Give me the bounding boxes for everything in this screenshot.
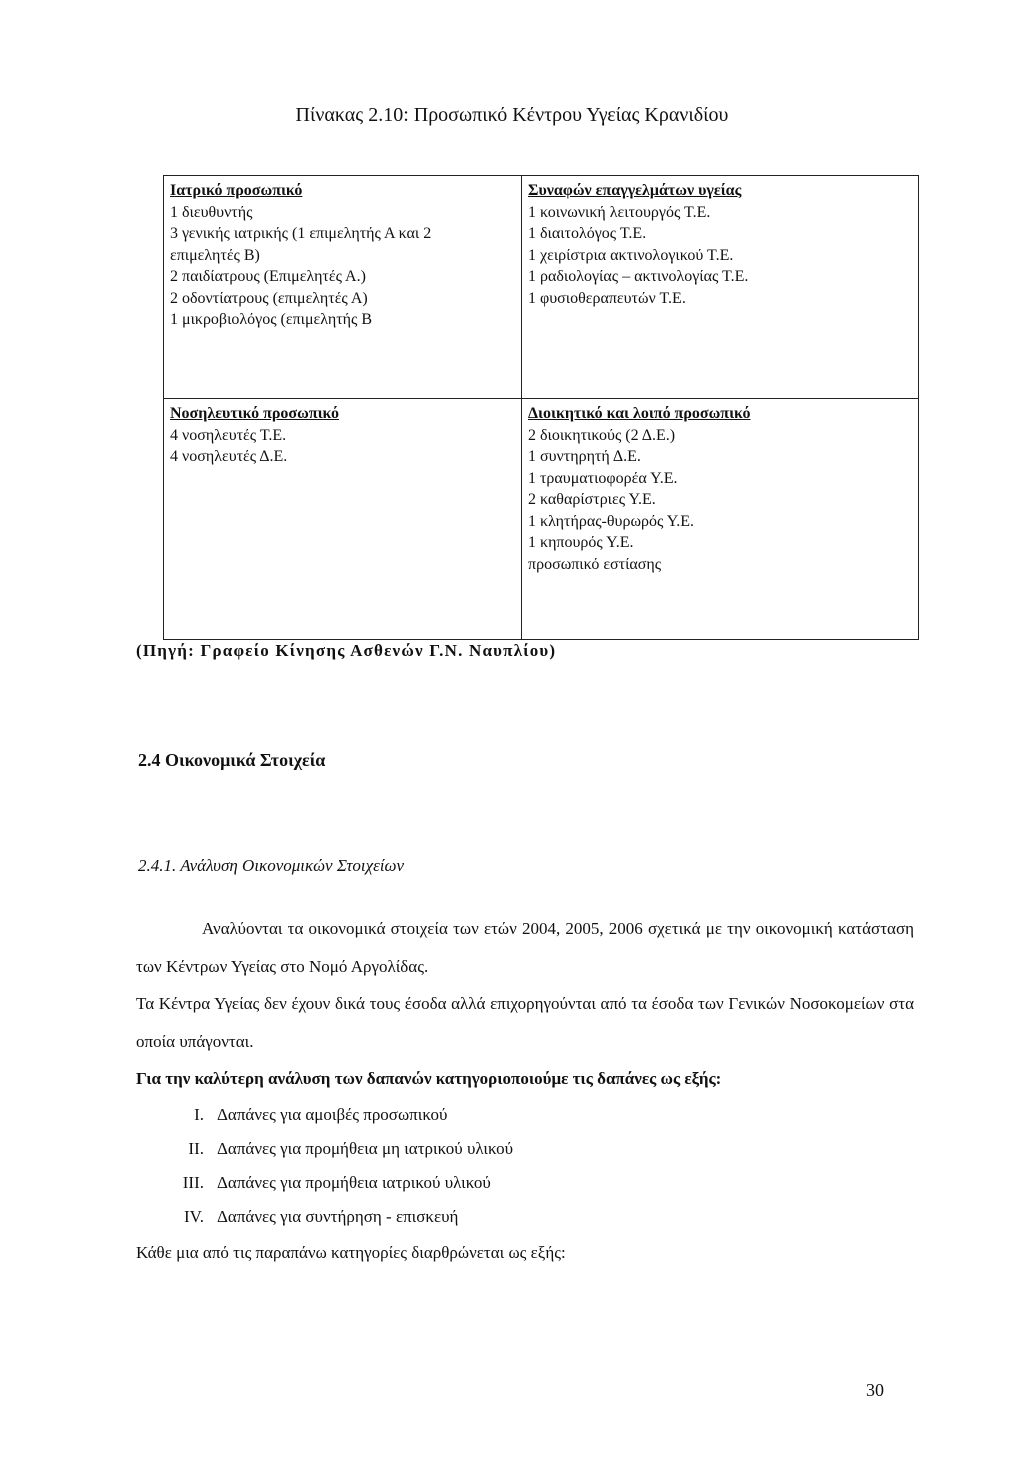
- allied-staff-heading: Συναφών επαγγελμάτων υγείας: [528, 182, 742, 199]
- list-item: 1 διευθυντής: [170, 203, 253, 221]
- list-item: 1 συντηρητή Δ.Ε.: [528, 448, 641, 465]
- list-item: 1 φυσιοθεραπευτών Τ.Ε.: [528, 289, 686, 307]
- list-item: 1 ραδιολογίας – ακτινολογίας Τ.Ε.: [528, 268, 749, 285]
- list-label: Δαπάνες για αμοιβές προσωπικού: [217, 1104, 448, 1124]
- expenses-intro: Για την καλύτερη ανάλυση των δαπανών κατηγοριοποιούμε τις δαπάνες ως εξής:: [136, 1069, 722, 1088]
- list-number: IV.: [184, 1206, 204, 1226]
- medical-staff-heading: Ιατρικό προσωπικό: [170, 182, 303, 199]
- list-item: 1 κηπουρός Υ.Ε.: [528, 534, 634, 551]
- list-item: 1 χειρίστρια ακτινολογικού Τ.Ε.: [528, 246, 734, 264]
- admin-staff-heading: Διοικητικό και λοιπό προσωπικό: [528, 405, 751, 422]
- list-item: 3 γενικής ιατρικής (1 επιμελητής Α και 2: [170, 225, 432, 242]
- list-number: I.: [194, 1104, 204, 1124]
- list-item: 2 παιδίατρους (Επιμελητές Α.): [170, 268, 366, 285]
- paragraph: Τα Κέντρα Υγείας δεν έχουν δικά τους έσοδα αλλά επιχορηγούνται από τα έσοδα των Γενικών Νοσοκομείων στα οποία υπάγονται.: [136, 994, 914, 1051]
- list-item: [136, 1200, 914, 1234]
- list-item: 4 νοσηλευτές Δ.Ε.: [170, 448, 288, 465]
- list-item: προσωπικό εστίασης: [528, 555, 662, 573]
- staff-table: [163, 175, 919, 640]
- list-item: 4 νοσηλευτές Τ.Ε.: [170, 426, 287, 444]
- list-label: Δαπάνες για προμήθεια μη ιατρικού υλικού: [217, 1138, 514, 1158]
- list-item: επιμελητές Β): [170, 246, 260, 264]
- list-item: [136, 1166, 914, 1200]
- list-label: Δαπάνες για προμήθεια ιατρικού υλικού: [217, 1172, 491, 1192]
- page-title: Πίνακας 2.10: Προσωπικό Κέντρου Υγείας Κρανιδίου: [295, 104, 729, 126]
- paragraph: Αναλύονται τα οικονομικά στοιχεία των ετών 2004, 2005, 2006 σχετικά με την οικονομική κατάσταση των Κέντρων Υγείας στο Νομό Αργολίδας.: [136, 919, 914, 976]
- table-row: [164, 399, 919, 640]
- expense-list: [136, 1098, 914, 1234]
- list-number: III.: [182, 1172, 204, 1192]
- subsection-title: 2.4.1. Ανάλυση Οικονομικών Στοιχείων: [138, 856, 405, 875]
- body-text: [136, 910, 914, 1271]
- allied-staff-cell: [522, 176, 919, 399]
- list-item: [136, 1098, 914, 1132]
- list-item: 2 οδοντίατρους (επιμελητές Α): [170, 289, 368, 307]
- list-item: 1 διαιτολόγος Τ.Ε.: [528, 225, 647, 242]
- source-note: (Πηγή: Γραφείο Κίνησης Ασθενών Γ.Ν. Ναυπλίου): [136, 641, 557, 660]
- nursing-staff-heading: Νοσηλευτικό προσωπικό: [170, 405, 339, 422]
- medical-staff-cell: [164, 176, 522, 399]
- nursing-staff-cell: [164, 399, 522, 640]
- closing-line: Κάθε μια από τις παραπάνω κατηγορίες διαρθρώνεται ως εξής:: [136, 1242, 566, 1262]
- list-number: II.: [188, 1138, 204, 1158]
- admin-staff-cell: [522, 399, 919, 640]
- page-number: 30: [866, 1380, 884, 1400]
- list-label: Δαπάνες για συντήρηση - επισκευή: [217, 1206, 459, 1226]
- list-item: 1 μικροβιολόγος (επιμελητής Β: [170, 311, 373, 328]
- section-title: 2.4 Οικονομικά Στοιχεία: [138, 750, 326, 770]
- list-item: 1 κοινωνική λειτουργός Τ.Ε.: [528, 203, 711, 221]
- list-item: [136, 1132, 914, 1166]
- table-row: [164, 176, 919, 399]
- list-item: 1 τραυματιοφορέα Υ.Ε.: [528, 469, 678, 487]
- list-item: 1 κλητήρας-θυρωρός Υ.Ε.: [528, 512, 695, 530]
- list-item: 2 καθαρίστριες Υ.Ε.: [528, 491, 656, 508]
- list-item: 2 διοικητικούς (2 Δ.Ε.): [528, 426, 676, 444]
